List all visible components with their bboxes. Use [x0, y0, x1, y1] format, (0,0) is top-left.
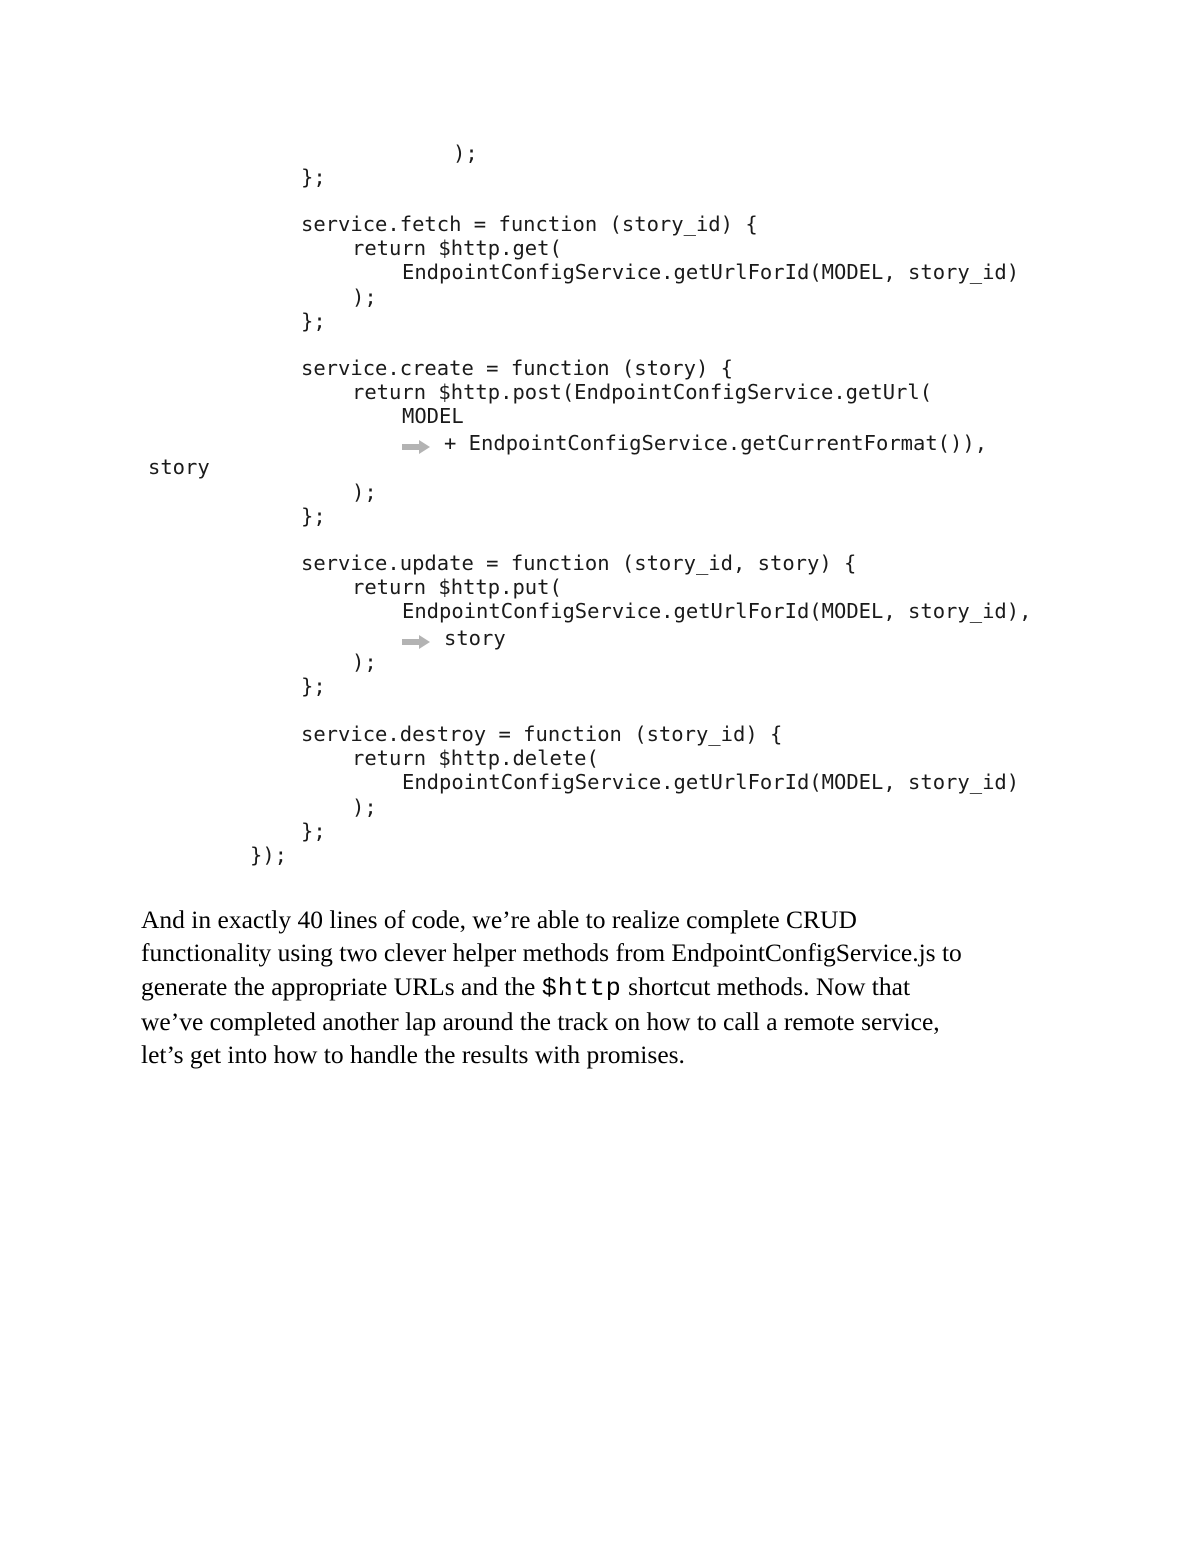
line-continuation-arrow-icon — [402, 435, 430, 449]
code-line: }); — [250, 843, 288, 867]
code-line-text: story — [444, 626, 506, 650]
code-line-wrapped — [402, 431, 987, 455]
code-line: return $http.delete( — [352, 746, 599, 770]
code-line: service.update = function (story_id, story) { — [301, 551, 857, 575]
code-line: service.destroy = function (story_id) { — [301, 722, 783, 746]
code-line: ); — [352, 795, 377, 819]
code-line: }; — [301, 504, 326, 528]
code-line: story — [148, 455, 210, 479]
code-line: return $http.get( — [352, 236, 562, 260]
code-line: return $http.put( — [352, 575, 562, 599]
code-line: service.fetch = function (story_id) { — [301, 212, 758, 236]
code-line: return $http.post(EndpointConfigService.getUrl( — [352, 380, 933, 404]
paragraph-line: let’s get into how to handle the results with promises. — [141, 1040, 685, 1070]
code-line: ); — [352, 285, 377, 309]
code-line: EndpointConfigService.getUrlForId(MODEL, story_id) — [402, 260, 1020, 284]
paragraph-text: shortcut methods. Now that — [621, 971, 911, 1001]
code-line: ); — [352, 480, 377, 504]
paragraph-line: functionality using two clever helper methods from EndpointConfigService.js to — [141, 938, 962, 968]
code-line: }; — [301, 819, 326, 843]
code-line: }; — [301, 309, 326, 333]
paragraph-line — [141, 970, 1081, 1005]
code-line: ); — [453, 141, 478, 165]
code-line: EndpointConfigService.getUrlForId(MODEL, story_id), — [402, 599, 1032, 623]
paragraph-line: And in exactly 40 lines of code, we’re able to realize complete CRUD — [141, 905, 857, 934]
paragraph-line: we’ve completed another lap around the track on how to call a remote service, — [141, 1006, 940, 1036]
inline-code: $http — [541, 973, 622, 1003]
paragraph-text: generate the appropriate URLs and the — [141, 971, 542, 1001]
body-paragraph — [141, 903, 1081, 1071]
code-line: }; — [301, 674, 326, 698]
code-line-wrapped — [402, 626, 506, 650]
code-line: MODEL — [402, 404, 464, 428]
code-line: service.create = function (story) { — [301, 356, 733, 380]
code-line: EndpointConfigService.getUrlForId(MODEL, story_id) — [402, 770, 1020, 794]
code-line: }; — [301, 165, 326, 189]
code-line-text: + EndpointConfigService.getCurrentFormat()), — [444, 431, 988, 455]
code-line: ); — [352, 650, 377, 674]
line-continuation-arrow-icon — [402, 630, 430, 644]
